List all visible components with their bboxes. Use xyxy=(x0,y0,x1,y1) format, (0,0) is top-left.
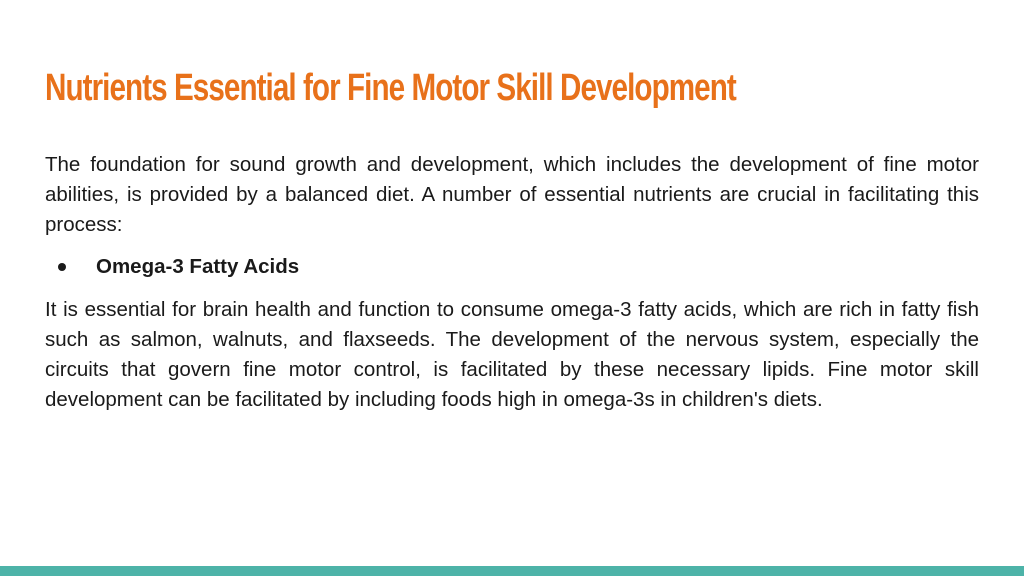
bullet-label: Omega-3 Fatty Acids xyxy=(96,255,300,278)
bottom-accent-bar xyxy=(0,566,1024,576)
bullet-list xyxy=(45,252,979,282)
body-paragraph: It is essential for brain health and function to consume omega-3 fatty acids, which are rich in fatty fish such as salmon, walnuts, and flaxseeds. The development of the nervous system, especially the circuits that govern fine motor control, is facilitated by these necessary lipids. Fine motor skill development can be facilitated by including foods high in omega-3s in children's diets. xyxy=(45,298,979,411)
intro-paragraph: The foundation for sound growth and development, which includes the development of fine motor abilities, is provided by a balanced diet. A number of essential nutrients are crucial in facilitating this process: xyxy=(45,153,979,236)
slide-title: Nutrients Essential for Fine Motor Skill Development xyxy=(45,67,736,109)
bullet-dot-icon xyxy=(58,263,66,271)
bullet-item xyxy=(45,252,979,282)
slide-content xyxy=(45,150,979,415)
